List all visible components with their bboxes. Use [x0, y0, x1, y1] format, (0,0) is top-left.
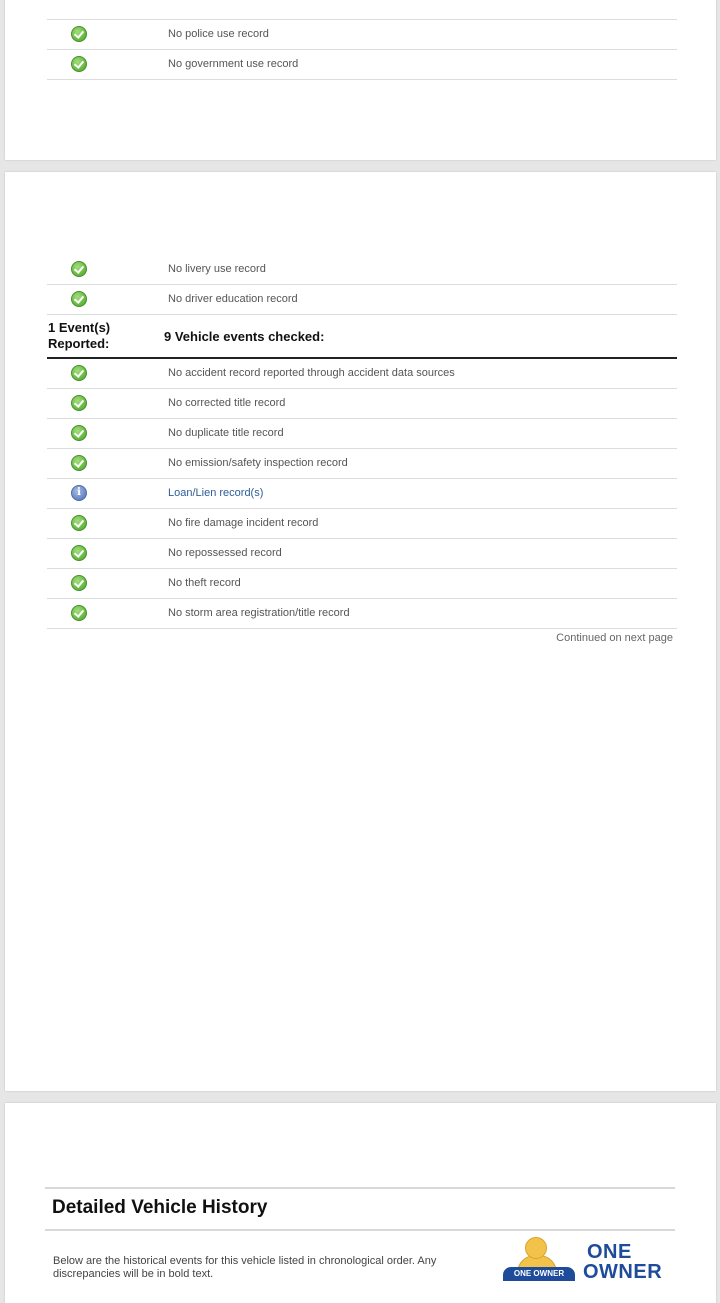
record-label: No corrected title record	[168, 397, 286, 409]
check-icon	[71, 575, 87, 591]
list-item	[47, 479, 677, 509]
list-item	[47, 359, 677, 389]
list-item	[47, 285, 677, 315]
check-icon	[71, 56, 87, 72]
continued-note: Continued on next page	[556, 632, 673, 644]
list-item	[47, 599, 677, 629]
list-item	[47, 449, 677, 479]
check-icon	[71, 545, 87, 561]
section-header	[45, 1187, 675, 1231]
record-label: No accident record reported through accident data sources	[168, 367, 455, 379]
report-page-3	[5, 1103, 716, 1303]
list-item	[47, 389, 677, 419]
record-label: No storm area registration/title record	[168, 607, 350, 619]
one-owner-badge	[501, 1235, 681, 1295]
check-icon	[71, 26, 87, 42]
check-icon	[71, 365, 87, 381]
events-header	[47, 315, 677, 359]
list-item	[47, 569, 677, 599]
list-item	[47, 50, 677, 80]
record-label: No police use record	[168, 28, 269, 40]
check-icon	[71, 291, 87, 307]
check-list	[47, 255, 677, 629]
record-label: No government use record	[168, 58, 299, 70]
badge-text-line1: ONE	[587, 1241, 632, 1263]
record-label: No duplicate title record	[168, 427, 284, 439]
list-item	[47, 509, 677, 539]
record-label: No theft record	[168, 577, 241, 589]
events-reported-count: 1 Event(s) Reported:	[48, 320, 111, 351]
section-description: Below are the historical events for this vehicle listed in chronological order. Any discrepancies will be in bold text.	[53, 1255, 437, 1280]
list-item	[47, 255, 677, 285]
record-label: No fire damage incident record	[168, 517, 319, 529]
loan-lien-link[interactable]: Loan/Lien record(s)	[168, 487, 264, 499]
report-page-1	[5, 0, 716, 160]
section-title: Detailed Vehicle History	[52, 1197, 268, 1218]
report-page-2	[5, 172, 716, 1091]
list-item	[47, 0, 677, 20]
check-icon	[71, 455, 87, 471]
check-icon	[71, 261, 87, 277]
check-icon	[71, 425, 87, 441]
list-item	[47, 539, 677, 569]
owner-head-icon	[525, 1237, 547, 1259]
record-label: No repossessed record	[168, 547, 282, 559]
check-icon	[71, 605, 87, 621]
check-icon	[71, 395, 87, 411]
list-item	[47, 20, 677, 50]
check-icon	[71, 515, 87, 531]
record-label: No driver education record	[168, 293, 298, 305]
record-label: No livery use record	[168, 263, 266, 275]
record-label: No emission/safety inspection record	[168, 457, 348, 469]
info-icon: i	[71, 485, 87, 501]
events-checked-title: 9 Vehicle events checked:	[164, 329, 325, 344]
list-item	[47, 419, 677, 449]
badge-ribbon: ONE OWNER	[503, 1267, 575, 1281]
check-list	[47, 0, 677, 80]
badge-text-line2: OWNER	[583, 1261, 663, 1283]
